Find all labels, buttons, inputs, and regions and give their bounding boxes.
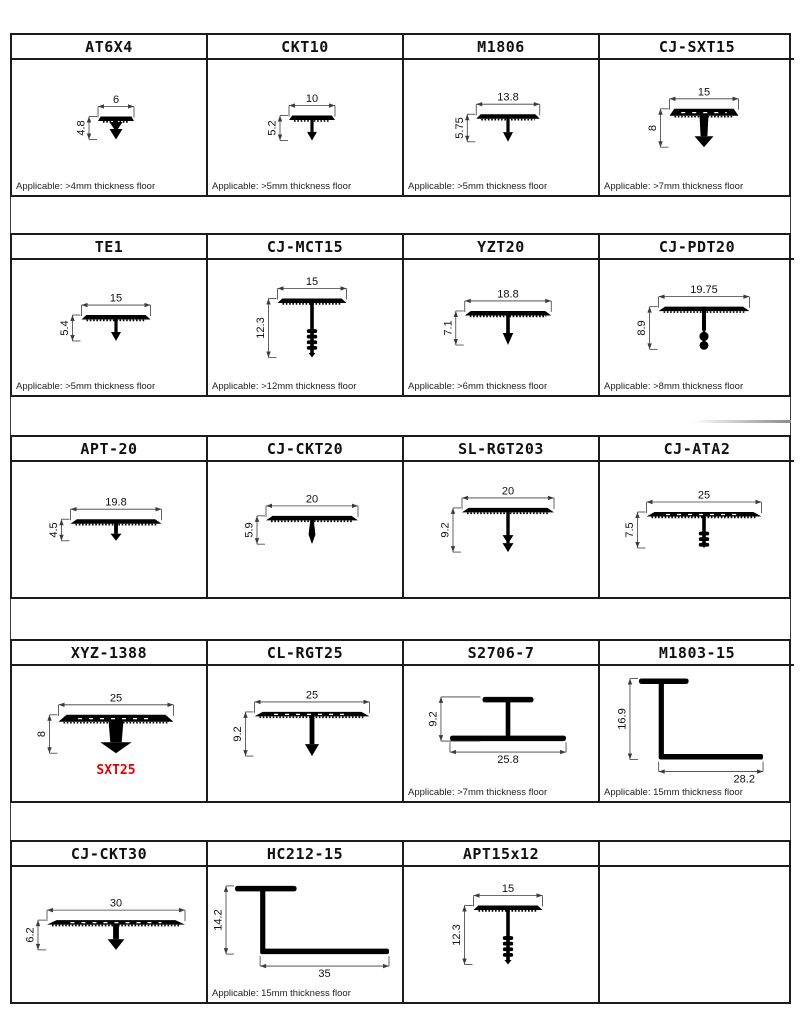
applicability-note: Applicable: 15mm thickness floor bbox=[604, 787, 743, 798]
dimension-label: 28.2 bbox=[733, 773, 755, 786]
dimension-label: 25.8 bbox=[497, 754, 519, 767]
profile-cell bbox=[404, 462, 600, 597]
profile-name: CJ-SXT15 bbox=[600, 35, 794, 60]
profile-name: HC212-15 bbox=[208, 842, 404, 867]
dimension-label: 4.8 bbox=[75, 120, 88, 136]
profile-drawing bbox=[600, 466, 794, 590]
profile-band bbox=[10, 840, 791, 1004]
scan-artifact-line bbox=[692, 420, 791, 423]
dimension-label: 25 bbox=[697, 489, 711, 502]
applicability-note: Applicable: >8mm thickness floor bbox=[604, 381, 744, 392]
profile-band bbox=[10, 233, 791, 397]
applicability-note: Applicable: >7mm thickness floor bbox=[604, 181, 744, 192]
profile-band bbox=[10, 33, 791, 197]
profile-name: APT-20 bbox=[12, 437, 208, 462]
profile-name: S2706-7 bbox=[404, 641, 600, 666]
profile-drawing bbox=[404, 64, 598, 188]
profile-cell bbox=[600, 462, 794, 597]
dimension-label: 35 bbox=[318, 968, 331, 981]
profile-name: CJ-PDT20 bbox=[600, 235, 794, 260]
dimension-label: 10 bbox=[305, 93, 319, 106]
profile-band bbox=[10, 435, 791, 599]
profile-drawing bbox=[12, 64, 206, 188]
profile-name: YZT20 bbox=[404, 235, 600, 260]
dimension-label: 25 bbox=[109, 692, 123, 705]
profile-cell bbox=[12, 462, 208, 597]
profile-drawing bbox=[600, 64, 794, 188]
dimension-label: 5.9 bbox=[243, 522, 256, 538]
profile-cell bbox=[12, 260, 208, 395]
dimension-label: 5.2 bbox=[266, 120, 279, 136]
profile-cell bbox=[208, 462, 404, 597]
profile-cell bbox=[208, 60, 404, 195]
dimension-label: 4.5 bbox=[47, 522, 60, 538]
dimension-label: 15 bbox=[501, 882, 515, 895]
profile-drawing bbox=[208, 670, 402, 794]
dimension-label: 16.9 bbox=[616, 708, 629, 730]
profile-cell bbox=[404, 666, 600, 801]
empty-header-cell bbox=[600, 842, 789, 867]
profile-name: CL-RGT25 bbox=[208, 641, 404, 666]
dimension-label: 30 bbox=[109, 897, 123, 910]
profile-name: TE1 bbox=[12, 235, 208, 260]
profile-name: CJ-ATA2 bbox=[600, 437, 794, 462]
profile-drawing bbox=[208, 466, 402, 590]
profile-drawing bbox=[12, 264, 206, 388]
profile-name: CKT10 bbox=[208, 35, 404, 60]
dimension-label: 20 bbox=[305, 493, 319, 506]
dimension-label: 13.8 bbox=[497, 91, 519, 104]
profile-name: CJ-CKT30 bbox=[12, 842, 208, 867]
profile-cell bbox=[600, 60, 794, 195]
dimension-label: 6.2 bbox=[24, 927, 37, 943]
profile-name: M1806 bbox=[404, 35, 600, 60]
dimension-label: 20 bbox=[501, 485, 515, 498]
profile-cell bbox=[404, 867, 600, 1002]
dimension-label: 15 bbox=[109, 292, 123, 305]
applicability-note: Applicable: >5mm thickness floor bbox=[408, 181, 548, 192]
profile-table bbox=[10, 33, 791, 1004]
profile-name: AT6X4 bbox=[12, 35, 208, 60]
profile-drawing bbox=[12, 670, 206, 794]
profile-cell bbox=[12, 666, 208, 801]
dimension-label: 14.2 bbox=[212, 909, 225, 931]
dimension-label: 15 bbox=[697, 86, 711, 99]
dimension-label: 15 bbox=[305, 275, 319, 288]
applicability-note: Applicable: >5mm thickness floor bbox=[212, 181, 352, 192]
profile-drawing bbox=[12, 466, 206, 590]
applicability-note: Applicable: >5mm thickness floor bbox=[16, 381, 156, 392]
spacer-strip bbox=[10, 599, 791, 639]
applicability-note: Applicable: >7mm thickness floor bbox=[408, 787, 548, 798]
profile-cell bbox=[208, 260, 404, 395]
profile-name: M1803-15 bbox=[600, 641, 794, 666]
profile-drawing bbox=[404, 466, 598, 590]
profile-cell bbox=[404, 260, 600, 395]
dimension-label: 12.3 bbox=[255, 317, 267, 339]
dimension-label: 18.8 bbox=[497, 288, 519, 301]
profile-cell bbox=[208, 666, 404, 801]
profile-cell bbox=[12, 60, 208, 195]
spacer-strip bbox=[10, 197, 791, 233]
profile-drawing bbox=[404, 871, 598, 995]
profile-drawing bbox=[12, 871, 206, 995]
dimension-label: 8.9 bbox=[636, 320, 649, 336]
dimension-label: 6 bbox=[112, 93, 120, 106]
profile-drawing bbox=[404, 670, 598, 794]
applicability-note: Applicable: >6mm thickness floor bbox=[408, 381, 548, 392]
profile-drawing bbox=[208, 64, 402, 188]
dimension-label: 12.3 bbox=[451, 924, 463, 946]
dimension-label: 9.2 bbox=[232, 726, 244, 742]
dimension-label: 5.75 bbox=[453, 117, 466, 139]
dimension-label: 7.5 bbox=[624, 522, 636, 538]
applicability-note: Applicable: >12mm thickness floor bbox=[212, 381, 357, 392]
spacer-strip bbox=[10, 803, 791, 840]
profile-band bbox=[10, 639, 791, 803]
profile-name: XYZ-1388 bbox=[12, 641, 208, 666]
profile-cell bbox=[600, 260, 794, 395]
profile-drawing bbox=[600, 264, 794, 388]
dimension-label: 9.2 bbox=[439, 522, 452, 538]
profile-drawing bbox=[404, 264, 598, 388]
dimension-label: 9.2 bbox=[427, 711, 440, 727]
dimension-label: 25 bbox=[305, 689, 319, 702]
profile-name: CJ-MCT15 bbox=[208, 235, 404, 260]
dimension-label: 8 bbox=[647, 124, 659, 132]
spacer-strip bbox=[10, 397, 791, 435]
applicability-note: Applicable: >4mm thickness floor bbox=[16, 181, 156, 192]
profile-drawing bbox=[208, 264, 402, 388]
red-model-label: SXT25 bbox=[96, 763, 136, 779]
profile-cell bbox=[600, 666, 794, 801]
applicability-note: Applicable: 15mm thickness floor bbox=[212, 988, 351, 999]
dimension-label: 19.8 bbox=[105, 496, 127, 509]
profile-name: APT15x12 bbox=[404, 842, 600, 867]
profile-drawing bbox=[208, 871, 402, 995]
profile-drawing bbox=[600, 670, 794, 794]
profile-name: CJ-CKT20 bbox=[208, 437, 404, 462]
dimension-label: 5.4 bbox=[59, 320, 71, 336]
profile-cell bbox=[12, 867, 208, 1002]
profile-cell bbox=[208, 867, 404, 1002]
dimension-label: 8 bbox=[36, 730, 48, 738]
dimension-label: 7.1 bbox=[442, 320, 455, 336]
dimension-label: 19.75 bbox=[690, 284, 718, 297]
profile-name: SL-RGT203 bbox=[404, 437, 600, 462]
empty-body-cell bbox=[600, 867, 789, 1002]
profile-cell bbox=[404, 60, 600, 195]
